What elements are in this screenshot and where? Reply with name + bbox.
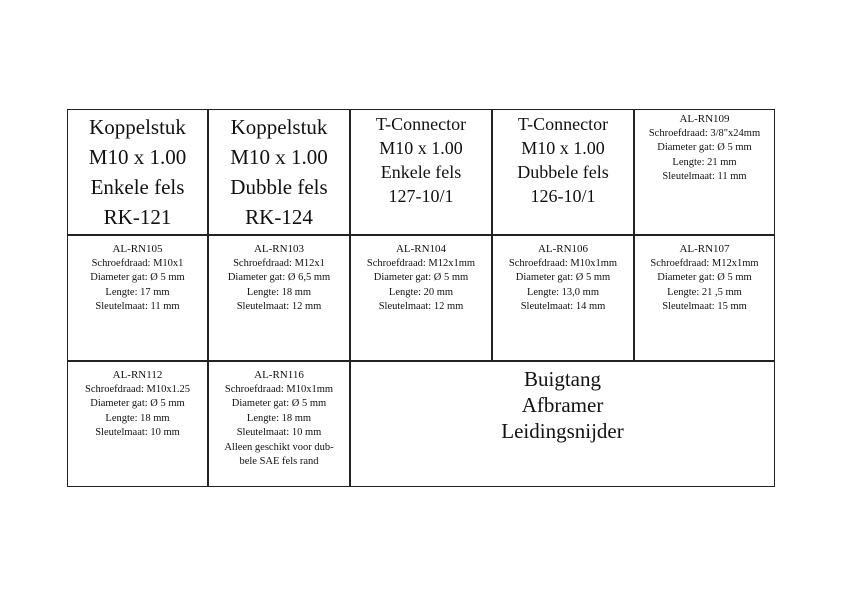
hole-diameter: Diameter gat: Ø 5 mm: [657, 272, 752, 283]
cell-al-rn107: [634, 235, 775, 361]
thread-spec: Schroefdraad: M12x1mm: [650, 257, 759, 269]
hole-diameter: Diameter gat: Ø 5 mm: [90, 398, 185, 409]
thread-spec: Schroefdraad: 3/8"x24mm: [648, 127, 761, 139]
compatibility-note: Alleen geschikt voor dub-bele SAE fels rand: [224, 441, 334, 467]
cell-al-rn104: [350, 235, 492, 361]
article-code: AL-RN116: [254, 369, 304, 381]
cell-al-rn106: [492, 235, 634, 361]
article-code: AL-RN106: [537, 243, 589, 255]
thread-spec: M10 x 1.00: [88, 145, 187, 169]
wrench-size: Sleutelmaat: 15 mm: [662, 301, 747, 312]
cell-koppelstuk-rk121: [67, 109, 208, 235]
cell-tconnector-127: [350, 109, 492, 235]
length: Lengte: 21 mm: [672, 156, 737, 168]
hole-diameter: Diameter gat: Ø 6,5 mm: [227, 272, 331, 283]
length: Lengte: 18 mm: [246, 412, 312, 424]
thread-spec: M10 x 1.00: [230, 145, 328, 169]
thread-spec: M10 x 1.00: [379, 138, 463, 158]
thread-spec: M10 x 1.00: [521, 138, 605, 158]
length: Lengte: 18 mm: [105, 412, 170, 424]
length: Lengte: 20 mm: [388, 286, 454, 298]
thread-spec: Schroefdraad: M10x1.25: [85, 383, 190, 395]
cell-al-rn105: [67, 235, 208, 361]
tool-pipe-cutter: Leidingsnijder: [501, 419, 624, 443]
cell-al-rn109: [634, 109, 775, 235]
thread-spec: Schroefdraad: M12x1mm: [366, 257, 476, 269]
flare-type: Enkele fels: [380, 162, 462, 182]
wrench-size: Sleutelmaat: 10 mm: [95, 427, 180, 438]
length: Lengte: 18 mm: [246, 286, 312, 298]
length: Lengte: 13,0 mm: [526, 286, 600, 298]
cell-tconnector-126: [492, 109, 634, 235]
article-code: AL-RN105: [112, 243, 163, 255]
hole-diameter: Diameter gat: Ø 5 mm: [657, 142, 752, 153]
wrench-size: Sleutelmaat: 14 mm: [520, 301, 606, 312]
article-code: AL-RN112: [112, 369, 163, 381]
flare-type: Enkele fels: [90, 175, 185, 199]
hole-diameter: Diameter gat: Ø 5 mm: [515, 272, 611, 283]
article-code: AL-RN104: [395, 243, 447, 255]
product-name: Koppelstuk: [89, 115, 186, 139]
cell-al-rn112: [67, 361, 208, 487]
hole-diameter: Diameter gat: Ø 5 mm: [373, 272, 469, 283]
cell-koppelstuk-rk124: [208, 109, 350, 235]
thread-spec: Schroefdraad: M10x1mm: [224, 383, 334, 395]
flare-type: Dubble fels: [230, 175, 328, 199]
length: Lengte: 17 mm: [105, 286, 170, 298]
tool-bender: Buigtang: [524, 367, 601, 391]
product-name: T-Connector: [517, 114, 609, 134]
wrench-size: Sleutelmaat: 10 mm: [236, 427, 322, 438]
cell-tools: [350, 361, 775, 487]
article-code: 126-10/1: [530, 186, 596, 206]
length: Lengte: 21 ,5 mm: [667, 286, 742, 298]
hole-diameter: Diameter gat: Ø 5 mm: [231, 398, 327, 409]
article-code: AL-RN103: [253, 243, 305, 255]
product-name: Koppelstuk: [230, 115, 328, 139]
wrench-size: Sleutelmaat: 11 mm: [95, 301, 180, 312]
cell-al-rn116: [208, 361, 350, 487]
wrench-size: Sleutelmaat: 12 mm: [378, 301, 464, 312]
product-name: T-Connector: [375, 114, 467, 134]
thread-spec: Schroefdraad: M12x1: [233, 257, 325, 269]
article-code: AL-RN107: [679, 243, 730, 255]
cell-al-rn103: [208, 235, 350, 361]
article-code: 127-10/1: [388, 186, 454, 206]
article-code: AL-RN109: [679, 113, 730, 125]
article-code: RK-121: [103, 205, 172, 229]
thread-spec: Schroefdraad: M10x1: [91, 257, 184, 269]
hole-diameter: Diameter gat: Ø 5 mm: [90, 272, 185, 283]
wrench-size: Sleutelmaat: 12 mm: [236, 301, 322, 312]
article-code: RK-124: [245, 205, 313, 229]
thread-spec: Schroefdraad: M10x1mm: [508, 257, 618, 269]
flare-type: Dubbele fels: [517, 162, 609, 182]
tool-deburrer: Afbramer: [521, 393, 604, 417]
wrench-size: Sleutelmaat: 11 mm: [662, 171, 747, 182]
